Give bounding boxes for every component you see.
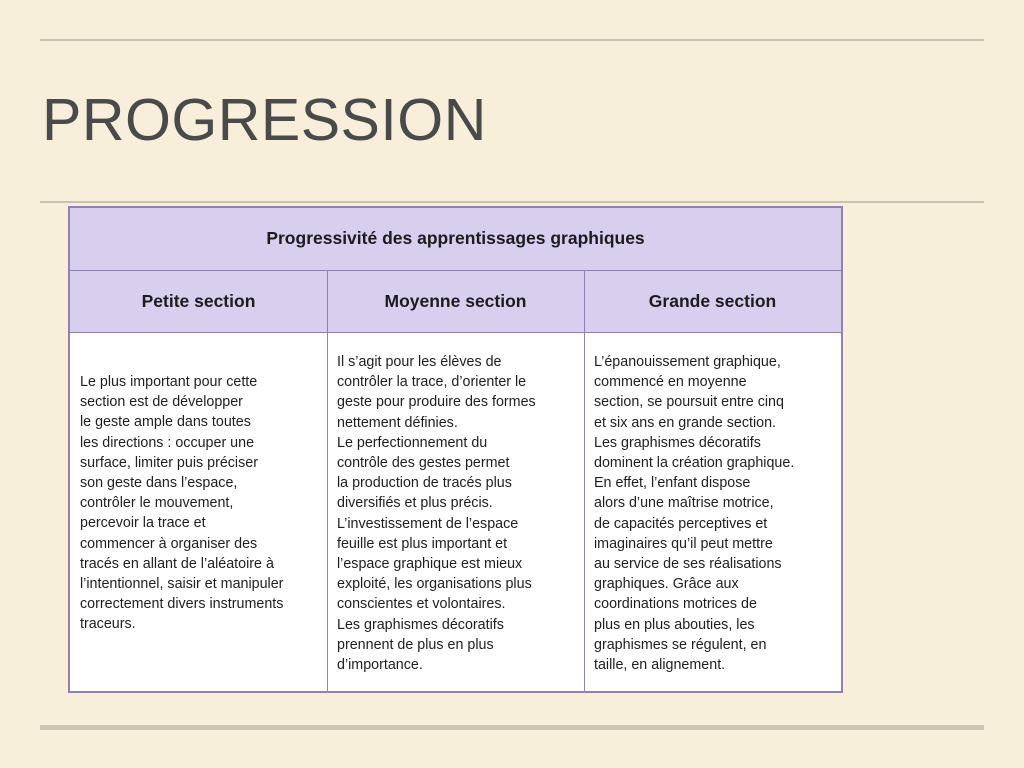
- cell-moyenne-section: Il s’agit pour les élèves de contrôler la trace, d’orienter le geste pour produire des formes nettement définies. Le perfectionnement du contrôle des gestes permet la production de tracés plus diversifiés et plus précis. L’investissement de l’espace feuille est plus important et l’espace graphique est mieux exploité, les organisations plus conscientes et volontaires. Les graphismes décoratifs prennent de plus en plus d’importance.: [337, 354, 536, 674]
- cell-petite-section: Le plus important pour cette section est de développer le geste ample dans toutes les directions : occuper une surface, limiter puis préciser son geste dans l’espace, contrôler le mouvement, percevoir la trace et commencer à organiser des tracés en allant de l’aléatoire à l’intentionnel, saisir et manipuler correctement divers instruments traceurs.: [80, 374, 284, 633]
- column-divider: [327, 271, 328, 691]
- column-header-petite-section: Petite section: [70, 271, 327, 333]
- progression-table: [68, 206, 843, 693]
- table-caption: [70, 208, 841, 271]
- column-header-moyenne-section: Moyenne section: [327, 271, 584, 333]
- column-header-grande-section: Grande section: [584, 271, 841, 333]
- column-divider: [584, 271, 585, 691]
- title-divider: [40, 201, 984, 203]
- bottom-divider: [40, 725, 984, 730]
- slide-title: PROGRESSION: [42, 87, 487, 153]
- cell-grande-section: L’épanouissement graphique, commencé en moyenne section, se poursuit entre cinq et six ans en grande section. Les graphismes décoratifs dominent la création graphique. En effet, l’enfant dispose alors d’une maîtrise motrice, de capacités perceptives et imaginaires qu’il peut mettre au service de ses réalisations graphiques. Grâce aux coordinations motrices de plus en plus abouties, les graphismes se régulent, en taille, en alignement.: [594, 354, 795, 674]
- top-divider: [40, 39, 984, 41]
- table-caption-text: Progressivité des apprentissages graphiques: [266, 227, 645, 248]
